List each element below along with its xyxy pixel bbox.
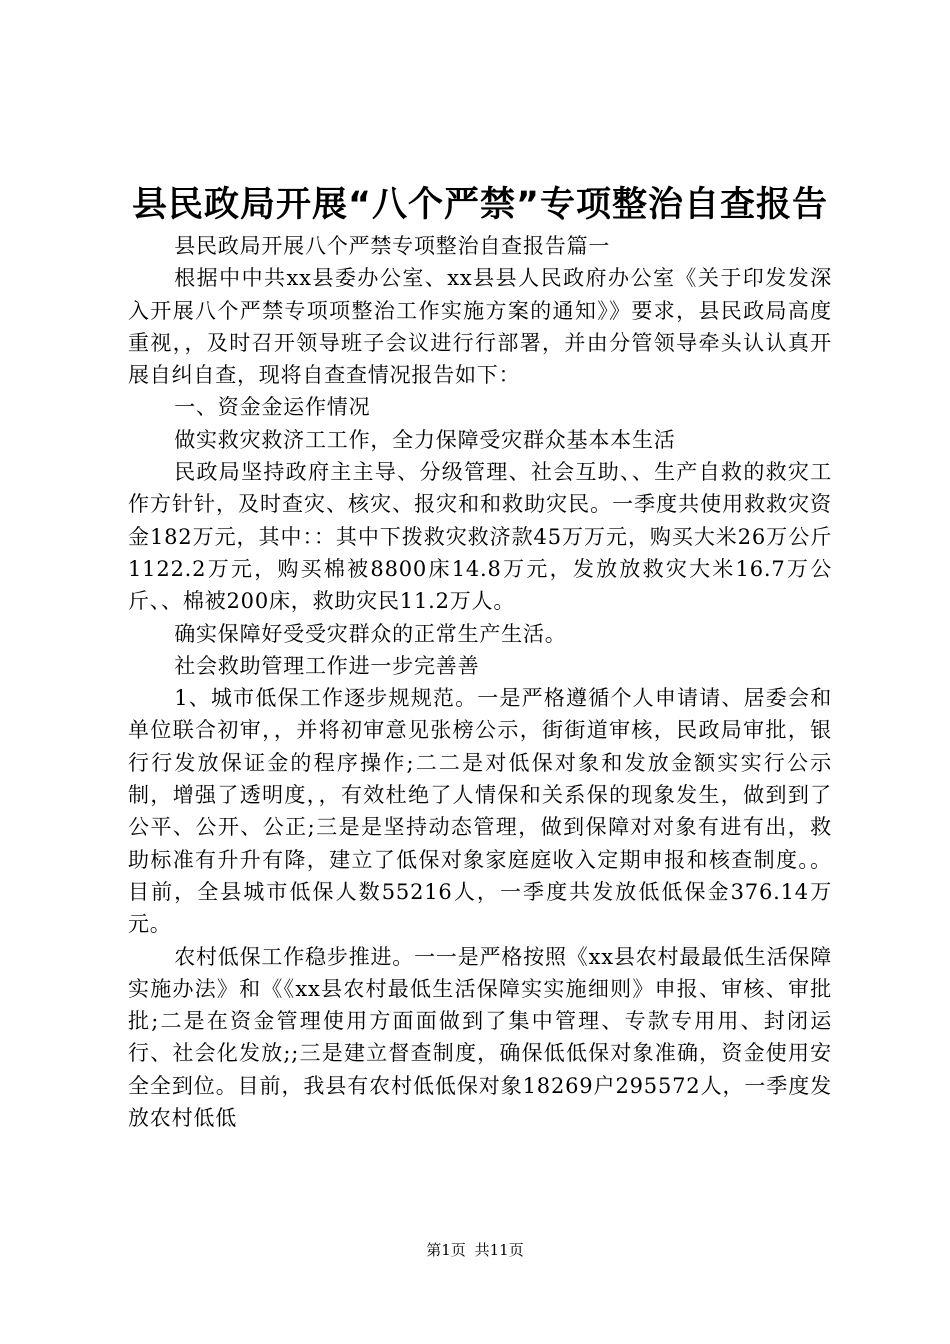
paragraph: 确实保障好受受灾群众的正常生产生活。 xyxy=(174,621,567,646)
paragraph: 根据中中共xx县委办公室、xx县县人民政府办公室《关于印发发深入开展八个严禁专项项整治工作实施方案的通知》》要求，县民政局高度重视，，及时召开领导班子会议进行行部署，并由分管领导牵头认认真开展自纠自查，现将自查查情况报告如下： xyxy=(128,266,832,388)
document-body xyxy=(128,230,832,1134)
paragraph: 1、城市低保工作逐步规规范。一是严格遵循个人申请请、居委会和单位联合初审，，并将初审意见张榜公示，街街道审核，民政局审批，银行行发放保证金的程序操作;二二是对低保对象和发放金额实实行公示制，增强了透明度，，有效杜绝了人情保和关系保的现象发生，做到到了公平、公开、公正;三是是坚持动态管理，做到保障对对象有进有出，救助标准有升升有降，建立了低保对象家庭庭收入定期申报和核查制度。。目前，全县城市低保人数55216人，一季度共发放低低保金376.14万元。 xyxy=(128,686,832,937)
paragraph: 农村低保工作稳步推进。一一是严格按照《xx县农村最最低生活保障实施办法》和《《xx县农村最低生活保障实实施细则》申报、审核、审批批;二是在资金管理使用方面面做到了集中管理、专款专用用、封闭运行、社会化发放;;三是建立督查制度，确保低低保对象准确，资金使用安全全到位。目前，我县有农村低低保对象18269户295572人，一季度发放农村低低 xyxy=(128,944,832,1131)
page-number: 第1页 xyxy=(426,1241,466,1259)
paragraph: 做实救灾救济工工作，全力保障受灾群众基本本生活 xyxy=(174,427,676,452)
paragraph: 民政局坚持政府主主导、分级管理、社会互助、、生产自救的救灾工作方针针，及时查灾、核灾、报灾和和救助灾民。一季度共使用救救灾资金182万元，其中：：其中下拨救灾救济款45万万元，购买大米26万公斤1122.2万元，购买棉被8800床14.8万元，发放放救灾大米16.7万公斤、、棉被200床，救助灾民11.2万人。 xyxy=(128,460,832,614)
paragraph: 一、资金金运作情况 xyxy=(174,395,371,420)
paragraph: 社会救助管理工作进一步完善善 xyxy=(174,653,480,678)
paragraph: 县民政局开展八个严禁专项整治自查报告篇一 xyxy=(174,234,611,258)
document-page xyxy=(128,180,832,1134)
page-total: 共11页 xyxy=(474,1241,524,1259)
document-title: 县民政局开展“八个严禁”专项整治自查报告 xyxy=(131,185,828,225)
page-footer xyxy=(0,1240,950,1260)
